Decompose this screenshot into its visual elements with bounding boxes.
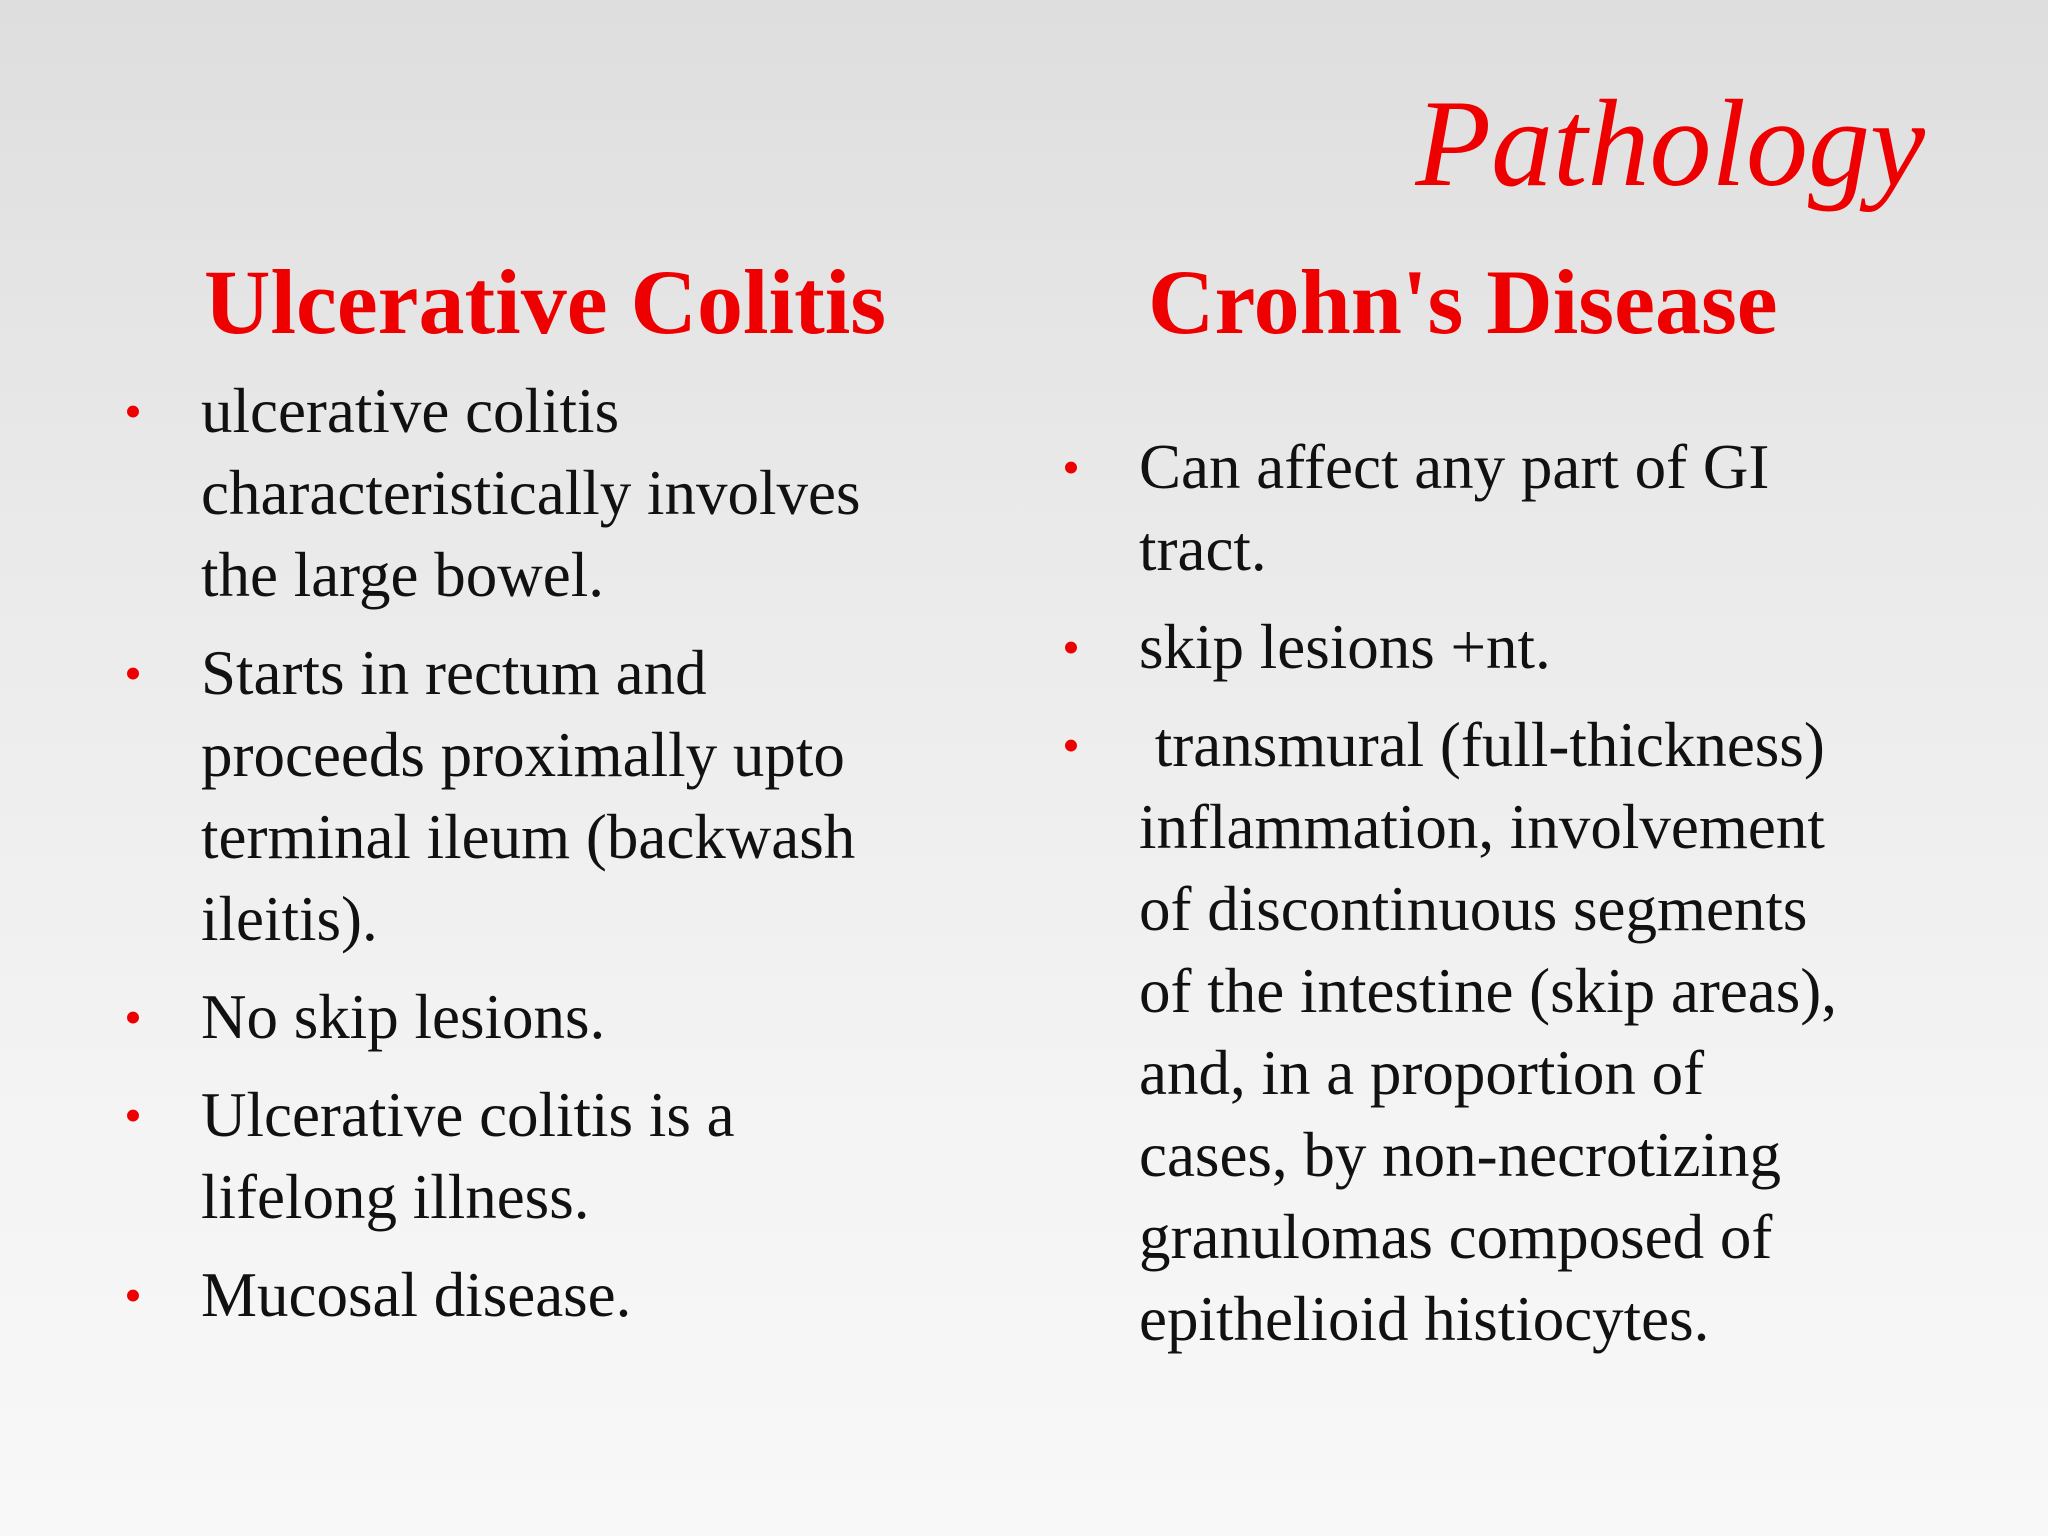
bullet-icon: •	[124, 645, 142, 701]
list-item	[1056, 704, 1956, 1360]
bullet-text: No skip lesions.	[201, 982, 606, 1052]
ulcerative-colitis-heading: Ulcerative Colitis	[204, 251, 887, 353]
list-item	[118, 370, 938, 616]
crohns-disease-heading: Crohn's Disease	[1148, 251, 1778, 353]
bullet-icon: •	[124, 989, 142, 1045]
bullet-text: Mucosal disease.	[201, 1260, 632, 1330]
bullet-text: ulcerative colitis characteristically involves the large bowel.	[201, 376, 861, 610]
slide-title: Pathology	[1415, 75, 1925, 212]
bullet-text: Starts in rectum and proceeds proximally upto terminal ileum (backwash ileitis).	[201, 638, 856, 954]
list-item	[1056, 606, 1956, 688]
list-item	[118, 1254, 938, 1336]
bullet-text: Ulcerative colitis is a lifelong illness.	[201, 1080, 735, 1232]
ulcerative-colitis-list	[118, 370, 938, 1352]
bullet-text: Can affect any part of GI tract.	[1139, 432, 1770, 584]
crohns-disease-list	[1056, 426, 1956, 1376]
bullet-icon: •	[1062, 717, 1080, 773]
bullet-icon: •	[1062, 439, 1080, 495]
list-item	[118, 632, 938, 960]
bullet-text: transmural (full-thickness) inflammation, involvement of discontinuous segments of the intestine (skip areas), and, in a proportion of cases, by non-necrotizing granulomas composed of epithelioid histiocytes.	[1139, 710, 1838, 1354]
bullet-text: skip lesions +nt.	[1139, 612, 1551, 682]
bullet-icon: •	[1062, 619, 1080, 675]
list-item	[118, 1074, 938, 1238]
list-item	[1056, 426, 1956, 590]
bullet-icon: •	[124, 1267, 142, 1323]
list-item	[118, 976, 938, 1058]
bullet-icon: •	[124, 1087, 142, 1143]
bullet-icon: •	[124, 383, 142, 439]
